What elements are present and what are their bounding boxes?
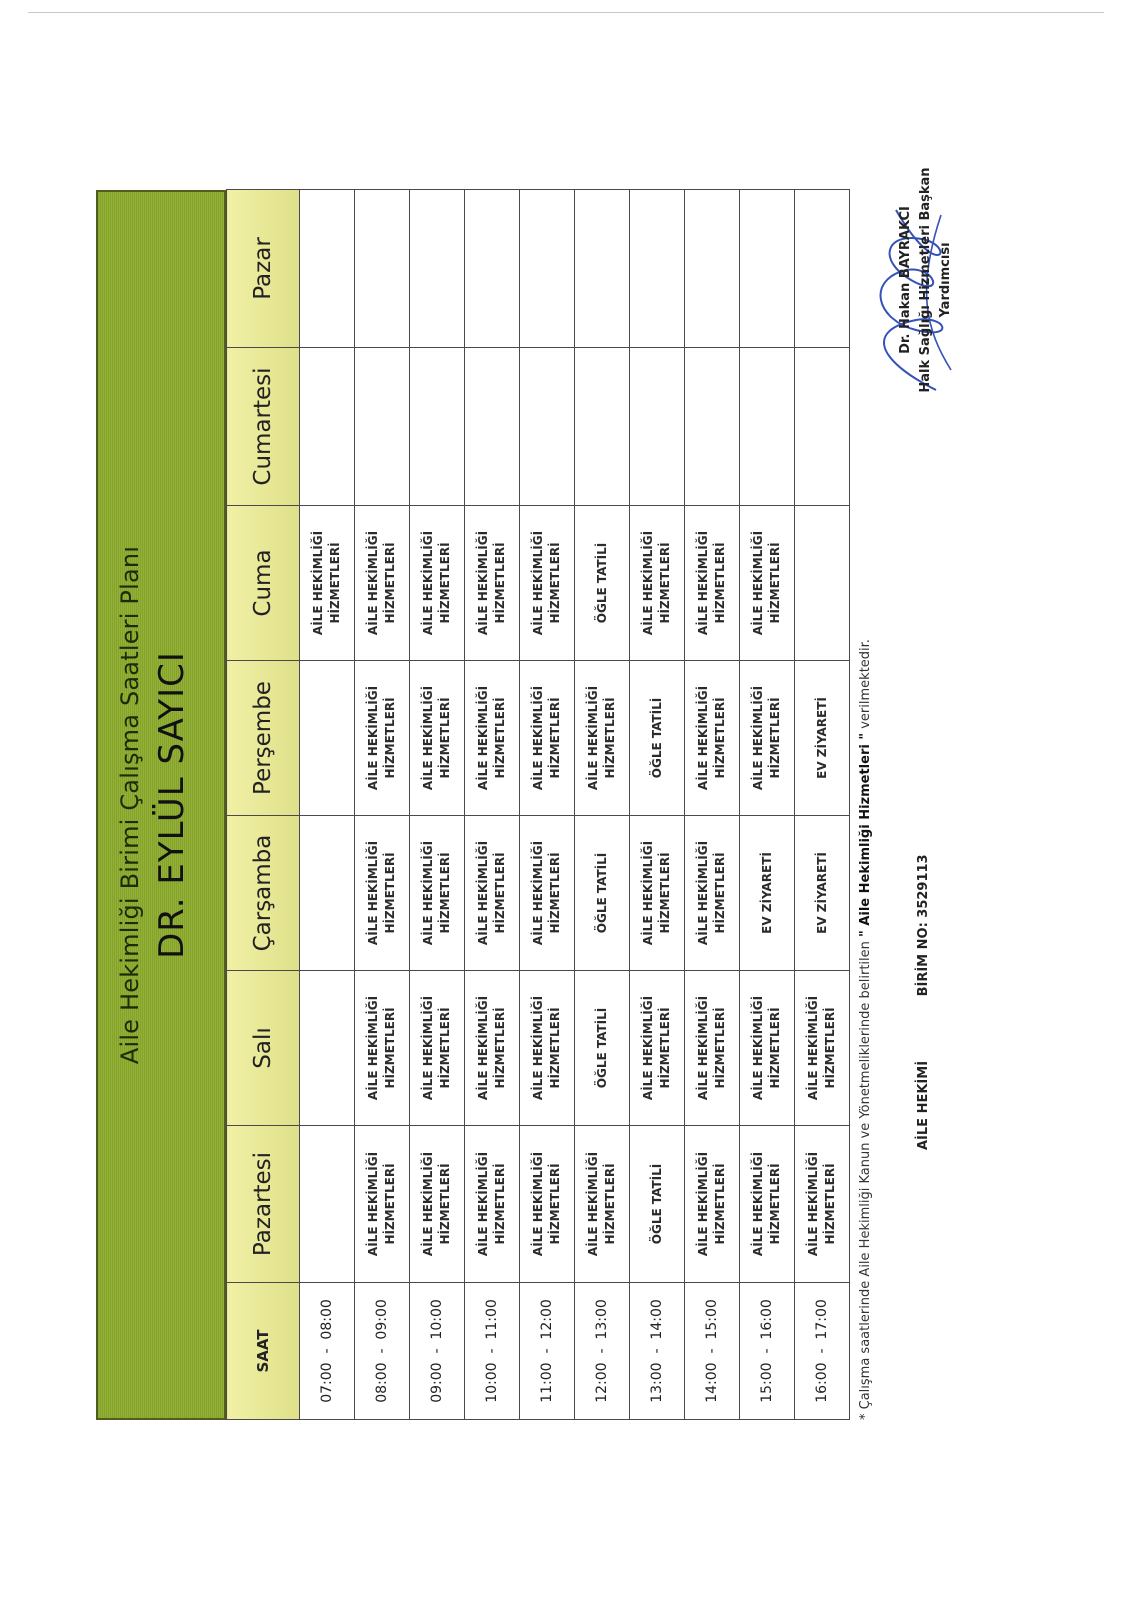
lunch-break-cell: ÖĞLE TATİLİ <box>630 661 685 816</box>
service-cell <box>740 506 795 661</box>
service-cell <box>630 971 685 1126</box>
service-line: AİLE HEKİMLİĞİ <box>476 840 490 946</box>
table-row <box>465 190 520 1420</box>
service-line: HİZMETLERİ <box>438 542 452 624</box>
service-cell <box>520 661 575 816</box>
service-line: HİZMETLERİ <box>713 697 727 779</box>
service-cell <box>465 661 520 816</box>
service-line: HİZMETLERİ <box>383 1007 397 1089</box>
service-line: AİLE HEKİMLİĞİ <box>696 530 710 636</box>
empty-cell <box>300 1126 355 1283</box>
col-header-sali: Salı <box>227 971 300 1126</box>
empty-cell <box>300 190 355 348</box>
service-cell <box>685 971 740 1126</box>
empty-cell <box>630 190 685 348</box>
lunch-break-cell: ÖĞLE TATİLİ <box>575 506 630 661</box>
service-line: HİZMETLERİ <box>658 542 672 624</box>
service-line: AİLE HEKİMLİĞİ <box>476 530 490 636</box>
service-line: HİZMETLERİ <box>548 697 562 779</box>
service-line: HİZMETLERİ <box>548 1163 562 1245</box>
service-line: AİLE HEKİMLİĞİ <box>366 685 380 791</box>
service-cell <box>410 971 465 1126</box>
empty-cell <box>355 348 410 506</box>
service-line: AİLE HEKİMLİĞİ <box>366 1151 380 1257</box>
col-header-persembe: Perşembe <box>227 661 300 816</box>
service-line: AİLE HEKİMLİĞİ <box>366 840 380 946</box>
schedule-table <box>226 189 850 1420</box>
service-line: AİLE HEKİMLİĞİ <box>531 530 545 636</box>
aile-hekimi-block <box>916 794 931 1150</box>
service-cell <box>355 971 410 1126</box>
service-line: HİZMETLERİ <box>438 1163 452 1245</box>
empty-cell <box>630 348 685 506</box>
service-line: HİZMETLERİ <box>548 1007 562 1089</box>
empty-cell <box>740 348 795 506</box>
home-visit-cell: EV ZİYARETİ <box>795 816 850 971</box>
header-row <box>227 190 300 1420</box>
service-line: AİLE HEKİMLİĞİ <box>421 1151 435 1257</box>
service-line: HİZMETLERİ <box>768 1163 782 1245</box>
service-line: AİLE HEKİMLİĞİ <box>751 995 765 1101</box>
service-cell <box>685 816 740 971</box>
service-cell <box>685 506 740 661</box>
service-line: HİZMETLERİ <box>383 697 397 779</box>
lunch-break-cell: ÖĞLE TATİLİ <box>630 1126 685 1283</box>
service-line: HİZMETLERİ <box>493 697 507 779</box>
empty-cell <box>795 348 850 506</box>
empty-cell <box>575 348 630 506</box>
empty-cell <box>300 348 355 506</box>
empty-cell <box>685 348 740 506</box>
service-cell <box>300 506 355 661</box>
empty-cell <box>520 190 575 348</box>
service-cell <box>355 506 410 661</box>
home-visit-cell: EV ZİYARETİ <box>795 661 850 816</box>
service-cell <box>410 1126 465 1283</box>
table-row <box>630 190 685 1420</box>
service-cell <box>740 971 795 1126</box>
service-line: AİLE HEKİMLİĞİ <box>531 995 545 1101</box>
empty-cell <box>575 190 630 348</box>
empty-cell <box>410 190 465 348</box>
empty-cell <box>465 190 520 348</box>
doctor-name: DR. EYLÜL SAYICI <box>152 651 192 959</box>
service-line: AİLE HEKİMLİĞİ <box>696 840 710 946</box>
empty-cell <box>740 190 795 348</box>
service-cell <box>630 506 685 661</box>
empty-cell <box>300 661 355 816</box>
time-slot: 14:00 - 15:00 <box>685 1283 740 1420</box>
service-cell <box>465 971 520 1126</box>
service-cell <box>465 816 520 971</box>
service-cell <box>795 971 850 1126</box>
service-line: HİZMETLERİ <box>658 1007 672 1089</box>
service-cell <box>355 1126 410 1283</box>
home-visit-cell: EV ZİYARETİ <box>740 816 795 971</box>
service-line: AİLE HEKİMLİĞİ <box>696 685 710 791</box>
service-cell <box>740 661 795 816</box>
table-row <box>740 190 795 1420</box>
service-line: HİZMETLERİ <box>823 1163 837 1245</box>
service-cell <box>520 506 575 661</box>
time-slot: 15:00 - 16:00 <box>740 1283 795 1420</box>
table-row <box>300 190 355 1420</box>
service-line: AİLE HEKİMLİĞİ <box>421 840 435 946</box>
schedule-header <box>96 190 226 1420</box>
service-line: HİZMETLERİ <box>328 542 342 624</box>
service-cell <box>520 971 575 1126</box>
service-cell <box>410 506 465 661</box>
service-line: AİLE HEKİMLİĞİ <box>421 995 435 1101</box>
service-line: HİZMETLERİ <box>438 852 452 934</box>
service-cell <box>575 661 630 816</box>
service-line: AİLE HEKİMLİĞİ <box>531 685 545 791</box>
service-line: AİLE HEKİMLİĞİ <box>806 1151 820 1257</box>
service-cell <box>355 661 410 816</box>
plan-title: Aile Hekimliği Birimi Çalışma Saatleri Planı <box>116 545 144 1065</box>
birim-no: BİRİM NO: 3529113 <box>916 854 931 997</box>
service-line: AİLE HEKİMLİĞİ <box>421 685 435 791</box>
empty-cell <box>520 348 575 506</box>
signer-block <box>896 150 956 410</box>
page-top-rule <box>28 12 1104 13</box>
service-line: HİZMETLERİ <box>713 1163 727 1245</box>
service-line: HİZMETLERİ <box>768 697 782 779</box>
service-line: AİLE HEKİMLİĞİ <box>476 1151 490 1257</box>
time-slot: 07:00 - 08:00 <box>300 1283 355 1420</box>
service-line: HİZMETLERİ <box>713 852 727 934</box>
signer-name: Dr. Hakan BAYRAKCI <box>898 206 913 354</box>
service-line: AİLE HEKİMLİĞİ <box>586 1151 600 1257</box>
service-line: HİZMETLERİ <box>548 542 562 624</box>
table-row <box>520 190 575 1420</box>
service-cell <box>740 1126 795 1283</box>
service-line: HİZMETLERİ <box>768 1007 782 1089</box>
service-cell <box>520 816 575 971</box>
col-header-saat: SAAT <box>227 1283 300 1420</box>
lunch-break-cell: ÖĞLE TATİLİ <box>575 816 630 971</box>
empty-cell <box>355 190 410 348</box>
footnote-prefix: * Çalışma saatlerinde Aile Hekimliği Kanun ve Yönetmeliklerinde belirtilen <box>858 936 873 1420</box>
footnote-bold: " Aile Hekimliği Hizmetleri " <box>858 732 873 937</box>
service-line: HİZMETLERİ <box>493 1007 507 1089</box>
service-line: AİLE HEKİMLİĞİ <box>696 1151 710 1257</box>
service-line: AİLE HEKİMLİĞİ <box>641 840 655 946</box>
col-header-pazar: Pazar <box>227 190 300 348</box>
col-header-pazartesi: Pazartesi <box>227 1126 300 1283</box>
service-line: AİLE HEKİMLİĞİ <box>476 685 490 791</box>
empty-cell <box>795 190 850 348</box>
service-cell <box>630 816 685 971</box>
time-slot: 10:00 - 11:00 <box>465 1283 520 1420</box>
service-line: AİLE HEKİMLİĞİ <box>531 840 545 946</box>
service-line: AİLE HEKİMLİĞİ <box>696 995 710 1101</box>
table-row <box>410 190 465 1420</box>
service-line: HİZMETLERİ <box>548 852 562 934</box>
service-cell <box>795 1126 850 1283</box>
schedule-page <box>96 167 953 1420</box>
service-line: HİZMETLERİ <box>713 1007 727 1089</box>
col-header-cumartesi: Cumartesi <box>227 348 300 506</box>
lunch-break-cell: ÖĞLE TATİLİ <box>575 971 630 1126</box>
empty-cell <box>685 190 740 348</box>
time-slot: 08:00 - 09:00 <box>355 1283 410 1420</box>
service-line: AİLE HEKİMLİĞİ <box>531 1151 545 1257</box>
service-line: AİLE HEKİMLİĞİ <box>641 995 655 1101</box>
table-row <box>355 190 410 1420</box>
service-line: HİZMETLERİ <box>713 542 727 624</box>
footnote-suffix: verilmektedir. <box>858 639 873 733</box>
service-line: HİZMETLERİ <box>438 1007 452 1089</box>
service-line: HİZMETLERİ <box>438 697 452 779</box>
service-line: HİZMETLERİ <box>603 697 617 779</box>
table-row <box>795 190 850 1420</box>
service-line: AİLE HEKİMLİĞİ <box>366 530 380 636</box>
service-line: HİZMETLERİ <box>383 542 397 624</box>
service-line: AİLE HEKİMLİĞİ <box>586 685 600 791</box>
service-line: HİZMETLERİ <box>768 542 782 624</box>
table-row <box>685 190 740 1420</box>
time-slot: 12:00 - 13:00 <box>575 1283 630 1420</box>
service-line: AİLE HEKİMLİĞİ <box>806 995 820 1101</box>
time-slot: 13:00 - 14:00 <box>630 1283 685 1420</box>
service-line: HİZMETLERİ <box>383 852 397 934</box>
service-cell <box>465 1126 520 1283</box>
service-line: HİZMETLERİ <box>603 1163 617 1245</box>
service-line: AİLE HEKİMLİĞİ <box>476 995 490 1101</box>
service-line: AİLE HEKİMLİĞİ <box>311 530 325 636</box>
col-header-cuma: Cuma <box>227 506 300 661</box>
service-line: HİZMETLERİ <box>823 1007 837 1089</box>
signer-title: Halk Sağlığı Hizmetleri Başkan Yardımcısı <box>918 167 953 393</box>
service-cell <box>685 1126 740 1283</box>
service-cell <box>575 1126 630 1283</box>
service-cell <box>410 661 465 816</box>
service-cell <box>465 506 520 661</box>
service-cell <box>410 816 465 971</box>
empty-cell <box>795 506 850 661</box>
service-cell <box>355 816 410 971</box>
time-slot: 16:00 - 17:00 <box>795 1283 850 1420</box>
service-line: HİZMETLERİ <box>658 852 672 934</box>
service-line: AİLE HEKİMLİĞİ <box>751 1151 765 1257</box>
service-cell <box>520 1126 575 1283</box>
service-line: AİLE HEKİMLİĞİ <box>751 530 765 636</box>
service-line: HİZMETLERİ <box>493 1163 507 1245</box>
service-line: AİLE HEKİMLİĞİ <box>421 530 435 636</box>
empty-cell <box>410 348 465 506</box>
table-row <box>575 190 630 1420</box>
time-slot: 11:00 - 12:00 <box>520 1283 575 1420</box>
empty-cell <box>300 971 355 1126</box>
empty-cell <box>465 348 520 506</box>
service-cell <box>685 661 740 816</box>
service-line: HİZMETLERİ <box>493 852 507 934</box>
col-header-carsamba: Çarşamba <box>227 816 300 971</box>
time-slot: 09:00 - 10:00 <box>410 1283 465 1420</box>
service-line: AİLE HEKİMLİĞİ <box>366 995 380 1101</box>
service-line: AİLE HEKİMLİĞİ <box>641 530 655 636</box>
empty-cell <box>300 816 355 971</box>
aile-hekimi-label: AİLE HEKİMİ <box>916 1060 931 1150</box>
service-line: AİLE HEKİMLİĞİ <box>751 685 765 791</box>
service-line: HİZMETLERİ <box>383 1163 397 1245</box>
service-line: HİZMETLERİ <box>493 542 507 624</box>
